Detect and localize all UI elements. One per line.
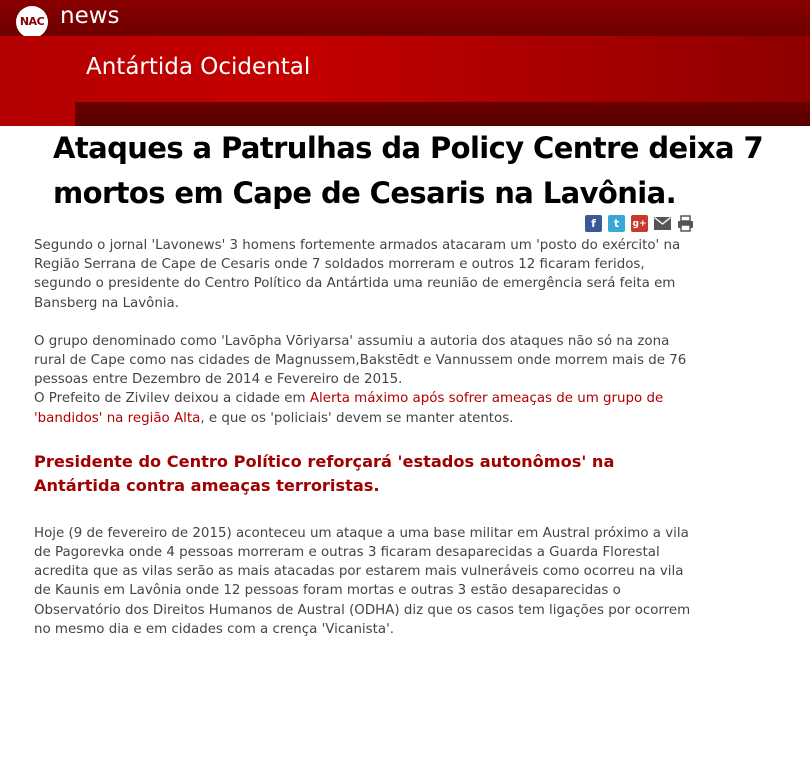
alert-link[interactable]: Alerta máximo após sofrer ameaças de um grupo de 'bandidos' na região Alta	[34, 391, 664, 426]
article-body	[34, 236, 704, 639]
top-bar	[0, 0, 810, 36]
section-banner	[0, 36, 810, 126]
print-icon[interactable]	[677, 215, 694, 232]
logo-badge[interactable]: NAC	[16, 6, 48, 38]
paragraph-2: O grupo denominado como 'Lavōpha Vōriyarsa' assumiu a autoria dos ataques não só na zona rural de Cape como nas cidades de Magnussem,Bakstēdt e Vannussem onde morrem mais de 76 pessoas entre Dezembro de 2014 e Fevereiro de 2015.	[34, 333, 687, 388]
paragraph-3	[34, 389, 704, 427]
paragraph-1: Segundo o jornal 'Lavonews' 3 homens fortemente armados atacaram um 'posto do exército' na Região Serrana de Cape de Cesaris onde 7 soldados morreram e outros 12 ficaram feridos, segundo o presidente do Centro Político da Antártida uma reunião de emergência será feita em Bansberg na Lavônia.	[34, 238, 681, 311]
banner-strip	[75, 102, 810, 126]
email-icon[interactable]	[654, 215, 671, 232]
paragraph-4: Hoje (9 de fevereiro de 2015) aconteceu um ataque a uma base militar em Austral próximo a vila de Pagorevka onde 4 pessoas morreram e outras 3 ficaram desaparecidas a Guarda Florestal acredita que as vilas serão as mais atacadas por estarem mais vulneráveis como ocorreu na vila de Kaunis em Lavônia onde 12 pessoas foram mortas e outras 3 estão desaparecidas o Observatório dos Direitos Humanos de Austral (ODHA) diz que os casos tem ligações por ocorrem no mesmo dia e em cidades com a crença 'Vicanista'.	[34, 525, 691, 637]
facebook-icon[interactable]: f	[585, 215, 602, 232]
google-plus-icon[interactable]: g+	[631, 215, 648, 232]
paragraph-3-end: , e que os 'policiais' devem se manter atentos.	[200, 410, 514, 426]
share-toolbar	[585, 215, 694, 233]
section-title[interactable]: Antártida Ocidental	[86, 54, 311, 80]
article-headline: Ataques a Patrulhas da Policy Centre deixa 7 mortos em Cape de Cesaris na Lavônia.	[53, 131, 764, 210]
article-subheading: Presidente do Centro Político reforçará 'estados autonômos' na Antártida contra ameaças terroristas.	[34, 451, 615, 495]
logo-wordmark[interactable]: news	[60, 3, 120, 29]
twitter-icon[interactable]: t	[608, 215, 625, 232]
paragraph-3-start: O Prefeito de Zivilev deixou a cidade em	[34, 391, 310, 407]
